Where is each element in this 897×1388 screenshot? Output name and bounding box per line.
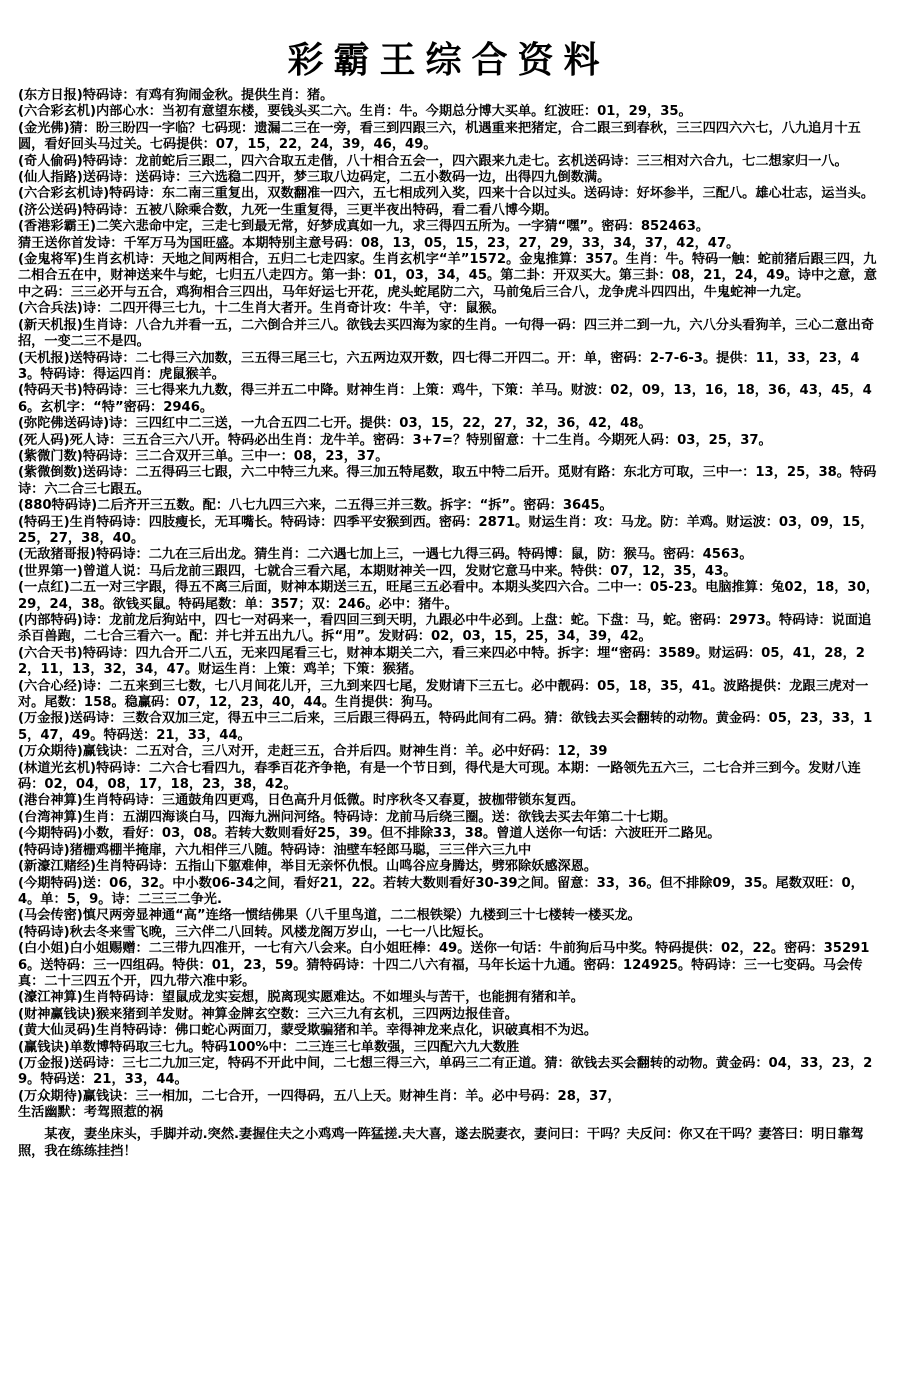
paragraph: (仙人指路)送码诗：送码诗：三六选稳二四开，梦三取八边码定，二五小数码一边，出得四九倒数满。 [18,170,611,186]
paragraph: (金鬼将军)生肖玄机诗：天地之间两相合，五归二七走四家。生肖玄机字“羊”1572。金鬼推算：357。生肖：牛。特码一触：蛇前猪后跟三四，九二相合五在中，财神送来牛与蛇，七归五八走四方。第一卦：01，03，34，45。第二卦：开双买大。第三卦：08，21，24，49。诗中之意，意中之码：三三必开与五合，鸡狗相合三四出，马年好运七开花，虎头蛇尾防二六，马前兔后三合八，龙争虎斗四四出，牛鬼蛇神一九定。 [18,252,877,300]
paragraph: (今期特码)小数，看好：03，08。若转大数则看好25，39。但不排除33，38。曾道人送你一句话：六波旺开二路见。 [18,826,721,842]
paragraph: 生活幽默：考驾照惹的祸 [18,1105,164,1121]
paragraph: (弥陀佛送码诗)诗：三四红中二三送，一九合五四二七开。提供：03，15，22，27，32，36，42，48。 [18,416,652,432]
paragraph: (万众期待)赢钱诀：二五对合，三八对开，走赶三五，合并后四。财神生肖：羊。必中好码：12，39 [18,744,608,760]
paragraph: (万金报)送码诗：三七二九加三定，特码不开此中间，二七想三得三六，单码三二有正道。猜：欲钱去买会翻转的动物。黄金码：04，33，23，29。特码送：21，33，44。 [18,1055,873,1088]
paragraph: (天机报)送特码诗：二七得三六加数，三五得三尾三七，六五两边双开数，四七得二开四二。开：单，密码：2-7-6-3。提供：11，33，23，43。特码诗：得运四肖：虎鼠猴羊。 [18,350,860,382]
paragraph: (六合天书)特码诗：四九合开二八五，无来四尾看三七，财神本期关二六，看三来四必中特。拆字：埋“密码：3589。财运码：05，41，28，22，11，13，32，34，47。财运生肖：上策：鸡羊；下策：猴猪。 [18,645,865,678]
paragraph: (濠江神算)生肖特码诗：望鼠成龙实妄想，脱离现实愿难达。不如埋头与苦干，也能拥有猪和羊。 [18,990,584,1006]
paragraph: (新濠江赌经)生肖特码诗：五指山下躯难伸，举目无亲怀仇恨。山鸣谷应身腾达，劈邪除妖感深恩。 [18,859,598,875]
humor-story: 某夜，妻坐床头，手脚并动.突然.妻握住夫之小鸡鸡一阵猛搓.夫大喜，遂去脱妻衣，妻问曰：干吗？夫反问：你又在干吗？妻答曰：明日靠驾照，我在练练挂挡！ [18,1126,864,1159]
paragraph: (万众期待)赢钱诀：三一相加，二七合开，一四得码，五八上天。财神生肖：羊。必中号码：28，37， [18,1088,621,1104]
paragraph: (东方日报)特码诗：有鸡有狗闹金秋。提供生肖：猪。 [18,88,334,103]
paragraph: (万金报)送码诗：三数合双加三定，得五中三二后来，三后跟三得码五，特码此间有二码。猜：欲钱去买会翻转的动物。黄金码：05，23，33，15，47，49。特码送：21，33，44。 [18,711,873,743]
paragraph: (紫微倒数)送码诗：二五得码三七跟，六二中特三九来。得三加五特尾数，取五中特二后开。觅财有路：东北方可取，三中一：13，25，38。特码诗：六二合三七跟五。 [18,465,877,497]
paragraph: (马会传密)慎尺两旁显神通“高”连络一惯结佛果（八千里鸟道，二二根铁梁）九楼到三十七楼转一楼买龙。 [18,908,641,924]
paragraph: (新天机报)生肖诗：八合九并看一五，二六倒合并三八。欲钱去买四海为家的生肖。一句得一码：四三并二到一九，六八分头看狗羊，三心二意出奇招，一变二三不是四。 [18,317,875,350]
paragraph: (港台神算)生肖特码诗：三通鼓角四更鸡，日色高升月低微。时序秋冬又春夏，披枷带锁东复西。 [18,793,584,809]
paragraph: (特码诗)秋去冬来雪飞晚，三六伴二八回转。风楼龙阁万岁山，一七一八比短长。 [18,924,492,940]
paragraph: (台湾神算)生肖：五湖四海谈白马，四海九洲问河络。特码诗：龙前马后绕三圈。送：欲钱去买去年第二十七期。 [18,809,677,825]
paragraph: (赢钱诀)单数博特码取三七九。特码100%中：二三连三七单数强，三四配六九大数胜 [18,1039,520,1055]
paragraph: (林道光玄机)特码诗：二六合七看四九，春季百花齐争艳，有是一个节日到，得代是大可现。本期：一路领先五六三，二七合并三到今。发财八连码：02，04，08，17，18，23，38，42。 [18,760,861,793]
paragraph: (济公送码)特码诗：五被八除乘合数，九死一生重复得，三更半夜出特码，看二看八博今期。 [18,202,558,218]
paragraph: (六合彩玄机诗)特码诗：东二南三重复出，双数翻准一四六，五七相成列入奖，四来十合以过头。送码诗：好坏参半，三配八。雄心壮志，运当头。 [18,186,875,202]
paragraph: (财神赢钱诀)猴来猪到羊发财。神算金牌玄空数：三六三九有玄机，三四两边报佳音。 [18,1006,518,1022]
content-body [18,88,879,1122]
paragraph: 猜王送你首发诗：千军万马为国旺盛。本期特别主意号码：08，13，05，15，23，27，29，33，34，37，42，47。 [18,235,740,251]
paragraph: (内部特码)诗：龙前龙后狗站中，四七一对码来一，看四回三到天明，九跟必中牛必到。上盘：蛇。下盘：马，蛇。密码：2973。特码诗：说面追杀百兽跑，二七合三看六一。配：并七并五出九八。拆“用”。发财码：02，03，15，25，34，39，42。 [18,613,872,645]
paragraph: (紫微门数)特码诗：三二合双开三单。三中一：08，23，37。 [18,448,389,464]
paragraph: (今期特码)送：06，32。中小数06-34之间，看好21，22。若转大数则看好30-39之间。留意：33，36。但不排除09，35。尾数双旺：0，4。单：5，9。诗：二三三二争光. [18,875,864,907]
paragraph: (奇人偷码)特码诗：龙前蛇后三跟二，四六合取五走偕，八十相合五会一，四六跟来九走七。玄机送码诗：三三相对六合九，七二想家归一八。 [18,153,848,169]
paragraph: (香港彩霸王)二笑六悲命中定，三走七到最无常，好梦成真如一九，求三得四五所为。一字猜“嘿”。密码：852463。 [18,219,710,235]
paragraph: (白小姐)白小姐赐赠：二三带九四准开，一七有六八会来。白小姐旺棒：49。送你一句话：牛前狗后马中奖。特码提供：02，22。密码：352916。送特码：三一四组码。特供：01，23，59。猜特码诗：十四二八六有福，马年长运十九通。密码：124925。特码诗：三一七变码。马会传真：二十三四五个开，四九带六准中彩。 [18,941,870,989]
paragraph: (一点红)二五一对三字跟，得五不离三后面，财神本期送三五，旺尾三五必看中。本期头奖四六合。二中一：05-23。电脑推算：兔02，18，30，29，24，38。欲钱买鼠。特码尾数：单：357；双：246。必中：猪牛。 [18,580,879,612]
page-title: 彩霸王综合资料 [287,39,610,81]
paragraph: (黄大仙灵码)生肖特码诗：佛口蛇心两面刀，蒙受欺骗猪和羊。幸得神龙来点化，识破真相不为迟。 [18,1023,598,1039]
paragraph: (世界第一)曾道人说：马后龙前三跟四，七就合三看六尾，本期财神关一四，发财它意马中来。特供：07，12，35，43。 [18,563,737,579]
paragraph: (六合彩玄机)内部心水：当初有意望东楼，要钱头买二六。生肖：牛。今期总分博大买单。红波旺：01，29，35。 [18,104,692,120]
paragraph: (六合心经)诗：二五来到三七数，七八月间花儿开，三九到来四七尾，发财请下三五七。必中靓码：05，18，35，41。波路提供：龙跟三虎对一对。尾数：158。稳赢码：07，12，23，40，44。生肖提供：狗马。 [18,678,869,711]
paragraph: (六合兵法)诗：二四开得三七九，十二生肖大者开。生肖奇计攻：牛羊，守：鼠猴。 [18,301,505,317]
paragraph: (金光佛)猜：盼三盼四一字临？七码现：遗漏二三在一旁，看三到四跟三六，机遇重来把猪定，合二跟三到春秋，三三四四六六七，八九追月十五圆，看好回头马过关。七码提供：07，15，22，24，39，46，49。 [18,120,861,153]
paragraph: (死人码)死人诗：三五合三六八开。特码必出生肖：龙牛羊。密码：3+7=？特别留意：十二生肖。今期死人码：03，25，37。 [18,432,772,448]
paragraph: (特码王)生肖特码诗：四肢瘦长，无耳嘴长。特码诗：四季平安猴到西。密码：2871。财运生肖：攻：马龙。防：羊鸡。财运波：03，09，15，25，27，38，40。 [18,514,874,546]
paragraph: (880特码诗)二后齐开三五数。配：八七九四三六来，二五得三并三数。拆字：“拆”。密码：3645。 [18,498,613,514]
paragraph: (特码诗)猪栅鸡棚半掩扉，六九相伴三八随。特码诗：油壁车轻郎马聪，三三伴六三九中 [18,842,532,858]
paragraph: (无敌猪哥报)特码诗：二九在三后出龙。猜生肖：二六遇七加上三，一遇七九得三码。特码博：鼠，防：猴马。密码：4563。 [18,547,753,563]
paragraph: (特码天书)特码诗：三七得来九九数，得三并五二中降。财神生肖：上策：鸡牛，下策：羊马。财波：02，09，13，16，18，36，43，45，46。玄机字：“特”密码：2946。 [18,383,872,415]
